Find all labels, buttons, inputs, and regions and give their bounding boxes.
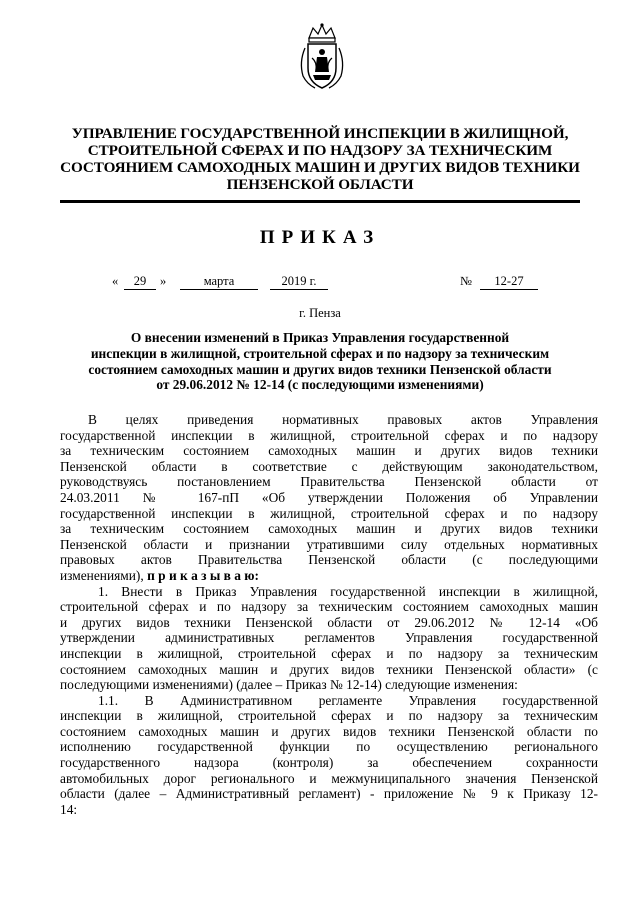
body-line: инспекции в жилищной, строительной сферах и по надзору за техническим	[60, 708, 598, 724]
number-label: №	[460, 274, 472, 288]
ordering-text: изменениями),	[60, 567, 148, 583]
date-year: 2019 г.	[270, 274, 328, 290]
body-line: 1. Внести в Приказ Управления государственной инспекции в жилищной,	[98, 583, 598, 599]
body-line-ordering	[60, 568, 598, 584]
header-divider	[60, 200, 580, 203]
body-line: В целях приведения нормативных правовых актов Управления	[88, 412, 598, 427]
body-line: последующими изменениями) (далее – Приказ № 12-14) следующие изменения:	[60, 677, 518, 693]
subject-line: состоянием самоходных машин и других видов техники Пензенской области	[88, 361, 552, 377]
body-line: исполнению государственной функции по осуществлению регионального	[60, 739, 598, 755]
body-line: за техническим состоянием самоходных машин и других видов техники	[60, 443, 598, 459]
document-type-title: ПРИКАЗ	[259, 227, 381, 248]
body-line: Пензенской области и признании утратившими силу отдельных нормативных	[60, 536, 598, 552]
body-line: 1.1. В Административном регламенте Управления государственной	[98, 692, 598, 708]
body-line: Пензенской области в соответствие с действующим законодательством,	[60, 458, 598, 474]
org-title-line: ПЕНЗЕНСКОЙ ОБЛАСТИ	[226, 176, 414, 193]
org-title-line: СТРОИТЕЛЬНОЙ СФЕРАХ И ПО НАДЗОРУ ЗА ТЕХНИЧЕСКИМ	[87, 142, 553, 159]
body-line: государственной инспекции в жилищной, строительной сферах и по надзору	[60, 505, 598, 521]
date-open-quote: «	[112, 274, 119, 288]
subject-line: инспекции в жилищной, строительной сферах и по надзору за техническим	[90, 345, 550, 361]
body-line: 24.03.2011 № 167-пП «Об утверждении Положения об Управлении	[60, 489, 598, 505]
body-line: состоянием самоходных машин и других видов техники Пензенской области» (с	[60, 661, 598, 677]
body-line: государственного надзора (контроля) за обеспечением сохранности	[60, 755, 598, 771]
body-line: инспекции в жилищной, строительной сферах и по надзору за техническим	[60, 645, 598, 661]
body-line: автомобильных дорог регионального и межмуниципального значения Пензенской	[60, 770, 598, 786]
date-close-quote: »	[160, 274, 167, 288]
document-number: 12-27	[480, 274, 538, 290]
body-line: руководствуясь постановлением Правительства Пензенской области от	[60, 474, 598, 490]
body-line: области (далее – Административный регламент) - приложение № 9 к Приказу 12-	[60, 786, 598, 802]
subject-line: О внесении изменений в Приказ Управления государственной	[130, 330, 510, 345]
org-title-line: УПРАВЛЕНИЕ ГОСУДАРСТВЕННОЙ ИНСПЕКЦИИ В ЖИЛИЩНОЙ,	[71, 125, 569, 142]
ordering-phrase: п р и к а з ы в а ю:	[147, 567, 259, 583]
body-line: строительной сферах и по надзору за техническим состоянием самоходных машин	[60, 599, 598, 615]
body-line: за техническим состоянием самоходных машин и других видов техники	[60, 521, 598, 537]
body-line: утверждении административных регламентов Управления государственной	[60, 630, 598, 646]
city: г. Пенза	[299, 306, 341, 320]
body-line: правовых актов Правительства Пензенской области (с последующими	[60, 552, 598, 568]
body-line: 14:	[60, 801, 78, 817]
date-day: 29	[124, 274, 156, 290]
order-subject	[50, 330, 590, 393]
order-body	[60, 412, 598, 817]
coat-of-arms-icon	[295, 22, 349, 94]
body-line: государственной инспекции в жилищной, строительной сферах и по надзору	[60, 427, 598, 443]
body-line: и других видов техники Пензенской области от 29.06.2012 № 12-14 «Об	[60, 614, 598, 630]
org-title-line: СОСТОЯНИЕМ САМОХОДНЫХ МАШИН И ДРУГИХ ВИДОВ ТЕХНИКИ	[60, 159, 580, 176]
body-line: состоянием самоходных машин и других видов техники Пензенской области по	[60, 723, 598, 739]
organization-title	[50, 125, 590, 193]
date-month: марта	[180, 274, 258, 290]
subject-line: от 29.06.2012 № 12-14 (с последующими изменениями)	[156, 377, 484, 393]
